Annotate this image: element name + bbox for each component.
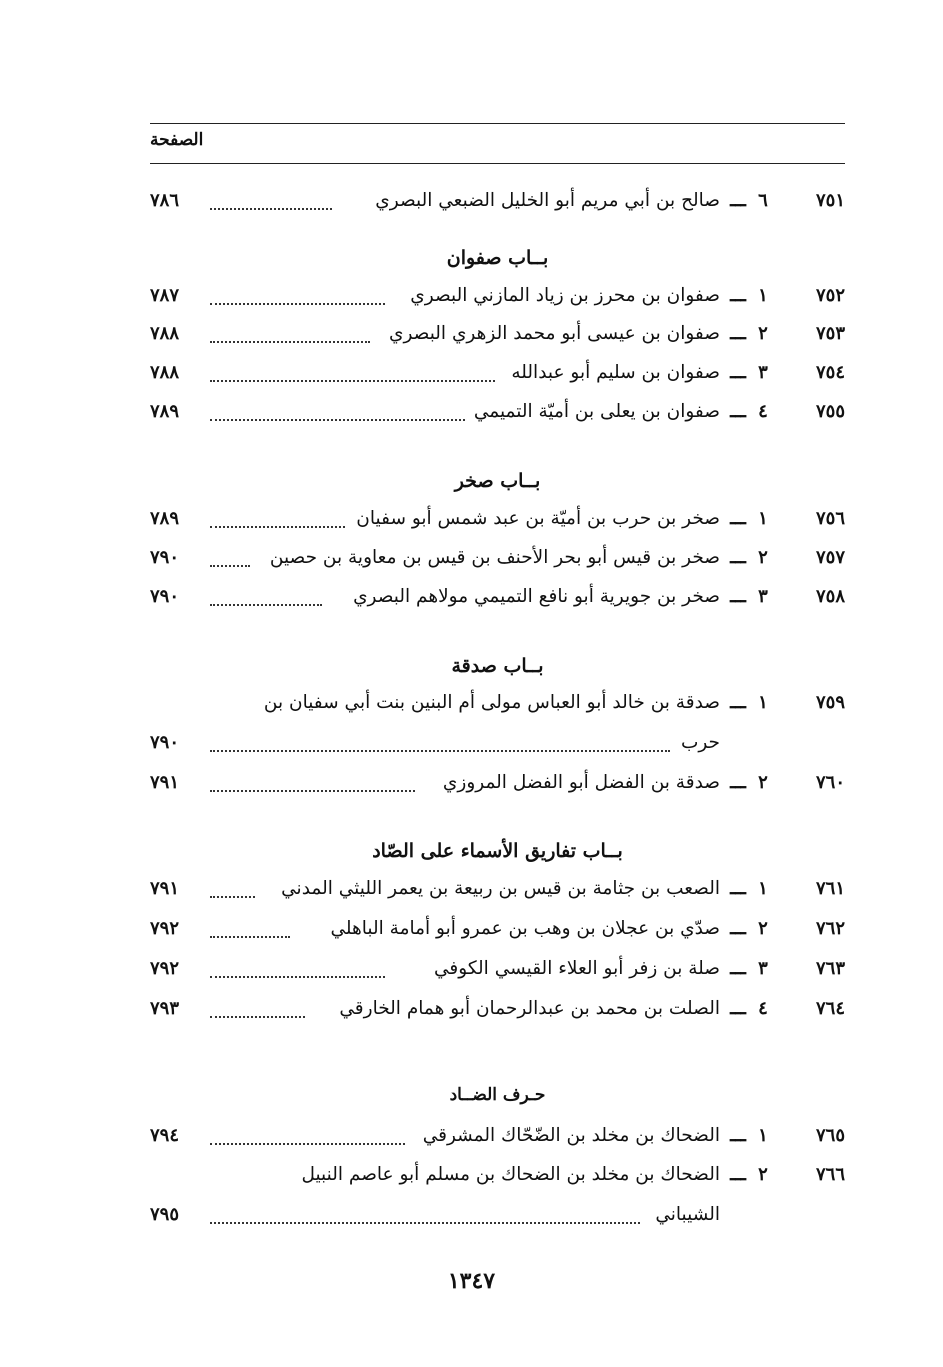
entry-index: ٣ (758, 958, 768, 979)
entry-name-continued: حرب (680, 732, 720, 753)
entry-page: ٧٨٨ (150, 323, 180, 344)
entry-dash: ـــ (730, 958, 746, 979)
entry-page: ٧٩٠ (150, 547, 180, 568)
entry-number: ٧٥٥ (815, 401, 845, 422)
entry-index: ٢ (758, 323, 768, 344)
index-entry (150, 547, 845, 577)
entry-page: ٧٩١ (150, 772, 180, 793)
dot-leader (210, 774, 415, 792)
dot-leader (210, 1206, 640, 1224)
entry-index: ٣ (758, 362, 768, 383)
entry-name: صفوان بن سليم أبو عبدالله (511, 362, 720, 383)
entry-dash: ـــ (730, 285, 746, 306)
entry-dash: ـــ (730, 362, 746, 383)
entry-number: ٧٥٣ (815, 323, 845, 344)
entry-dash: ـــ (730, 1164, 746, 1185)
dot-leader (210, 325, 370, 343)
entry-index: ٣ (758, 586, 768, 607)
entry-name: الصلت بن محمد بن عبدالرحمان أبو همام الخارقي (339, 998, 720, 1019)
dot-leader (210, 734, 670, 752)
entry-name: صخر بن حرب بن أميّة بن عبد شمس أبو سفيان (356, 508, 720, 529)
header-rule-bottom (150, 163, 845, 164)
entry-page: ٧٩٠ (150, 586, 180, 607)
dot-leader (210, 364, 495, 382)
index-entry (150, 998, 845, 1028)
entry-page: ٧٨٨ (150, 362, 180, 383)
entry-number: ٧٥٦ (815, 508, 845, 529)
section-heading-sakhr: بــاب صخر (454, 470, 541, 492)
index-entry (150, 190, 845, 220)
entry-number: ٧٥١ (815, 190, 845, 211)
index-entry (150, 362, 845, 392)
page-number: ١٣٤٧ (447, 1268, 496, 1294)
entry-page: ٧٩٠ (150, 732, 180, 753)
entry-page: ٧٩٥ (150, 1204, 180, 1225)
dot-leader (210, 1127, 405, 1145)
entry-number: ٧٦٠ (815, 772, 845, 793)
entry-page: ٧٨٦ (150, 190, 180, 211)
entry-name: صفوان بن يعلى بن أميّة التميمي (473, 401, 720, 422)
index-entry (150, 586, 845, 616)
dot-leader (210, 403, 465, 421)
dot-leader (210, 287, 385, 305)
index-entry (150, 918, 845, 948)
entry-number: ٧٦١ (815, 878, 845, 899)
index-entry (150, 1125, 845, 1155)
entry-name: صدقة بن خالد أبو العباس مولى أم البنين بنت أبي سفيان بن (263, 692, 720, 713)
index-entry (150, 401, 845, 431)
entry-name: الصعب بن جثامة بن قيس بن ربيعة بن يعمر الليثي المدني (281, 878, 720, 899)
index-entry (150, 958, 845, 988)
entry-number: ٧٥٤ (815, 362, 845, 383)
entry-page: ٧٨٩ (150, 401, 180, 422)
index-entry (150, 323, 845, 353)
letter-heading-dad: حـرف الضــاد (449, 1085, 546, 1105)
entry-index: ٤ (758, 998, 768, 1019)
entry-index: ١ (758, 508, 768, 529)
section-heading-sadaqa: بــاب صدقة (451, 655, 544, 677)
dot-leader (210, 960, 385, 978)
index-entry (150, 285, 845, 315)
entry-dash: ـــ (730, 772, 746, 793)
dot-leader (210, 192, 332, 210)
section-heading-tafariq: بــاب تفاريق الأسماء على الصّاد (372, 840, 623, 862)
section-heading-safwan: بــاب صفوان (446, 247, 549, 269)
entry-dash: ـــ (730, 508, 746, 529)
entry-number: ٧٥٢ (815, 285, 845, 306)
entry-name: صفوان بن عيسى أبو محمد الزهري البصري (388, 323, 720, 344)
entry-page: ٧٨٩ (150, 508, 180, 529)
entry-number: ٧٦٦ (815, 1164, 845, 1185)
entry-name-continued: الشيباني (655, 1204, 720, 1225)
header-rule-top (150, 123, 845, 124)
entry-page: ٧٩٢ (150, 958, 180, 979)
entry-index: ١ (758, 878, 768, 899)
entry-index: ١ (758, 285, 768, 306)
entry-name: صالح بن أبي مريم أبو الخليل الضبعي البصري (375, 190, 720, 211)
entry-index: ٦ (758, 190, 768, 211)
entry-index: ٤ (758, 401, 768, 422)
entry-name: صخر بن جويرية أبو نافع التميمي مولاهم البصري (353, 586, 720, 607)
entry-index: ١ (758, 1125, 768, 1146)
entry-number: ٧٦٣ (815, 958, 845, 979)
entry-index: ٢ (758, 1164, 768, 1185)
entry-number: ٧٥٨ (815, 586, 845, 607)
entry-number: ٧٥٩ (815, 692, 845, 713)
index-entry (150, 508, 845, 538)
entry-name: الضحاك بن مخلد بن الضحاك بن مسلم أبو عاصم النبيل (301, 1164, 720, 1185)
entry-dash: ـــ (730, 692, 746, 713)
entry-dash: ـــ (730, 1125, 746, 1146)
entry-dash: ـــ (730, 401, 746, 422)
entry-name: صدّي بن عجلان بن وهب بن عمرو أبو أمامة الباهلي (330, 918, 720, 939)
entry-number: ٧٦٢ (815, 918, 845, 939)
entry-index: ١ (758, 692, 768, 713)
index-entry (150, 1164, 845, 1234)
dot-leader (210, 880, 255, 898)
entry-name: الضحاك بن مخلد بن الضّحّاك المشرقي (422, 1125, 720, 1146)
index-entry (150, 772, 845, 802)
entry-name: صخر بن قيس أبو بحر الأحنف بن قيس بن معاوية بن حصين (269, 547, 720, 568)
entry-index: ٢ (758, 772, 768, 793)
entry-number: ٧٦٥ (815, 1125, 845, 1146)
entry-number: ٧٥٧ (815, 547, 845, 568)
entry-dash: ـــ (730, 998, 746, 1019)
entry-dash: ـــ (730, 323, 746, 344)
index-entry (150, 692, 845, 762)
entry-dash: ـــ (730, 190, 746, 211)
dot-leader (210, 920, 290, 938)
entry-name: صلة بن زفر أبو العلاء القيسي الكوفي (434, 958, 720, 979)
dot-leader (210, 549, 250, 567)
dot-leader (210, 1000, 305, 1018)
entry-index: ٢ (758, 918, 768, 939)
index-entry (150, 878, 845, 908)
entry-page: ٧٩٣ (150, 998, 180, 1019)
entry-dash: ـــ (730, 547, 746, 568)
entry-index: ٢ (758, 547, 768, 568)
entry-dash: ـــ (730, 586, 746, 607)
page-column-label: الصفحة (150, 130, 204, 150)
entry-name: صفوان بن محرز بن زياد المازني البصري (410, 285, 720, 306)
entry-number: ٧٦٤ (815, 998, 845, 1019)
entry-page: ٧٩٤ (150, 1125, 180, 1146)
entry-page: ٧٩١ (150, 878, 180, 899)
entry-page: ٧٩٢ (150, 918, 180, 939)
dot-leader (210, 588, 322, 606)
entry-name: صدقة بن الفضل أبو الفضل المروزي (442, 772, 720, 793)
entry-dash: ـــ (730, 918, 746, 939)
dot-leader (210, 510, 345, 528)
entry-dash: ـــ (730, 878, 746, 899)
entry-page: ٧٨٧ (150, 285, 180, 306)
